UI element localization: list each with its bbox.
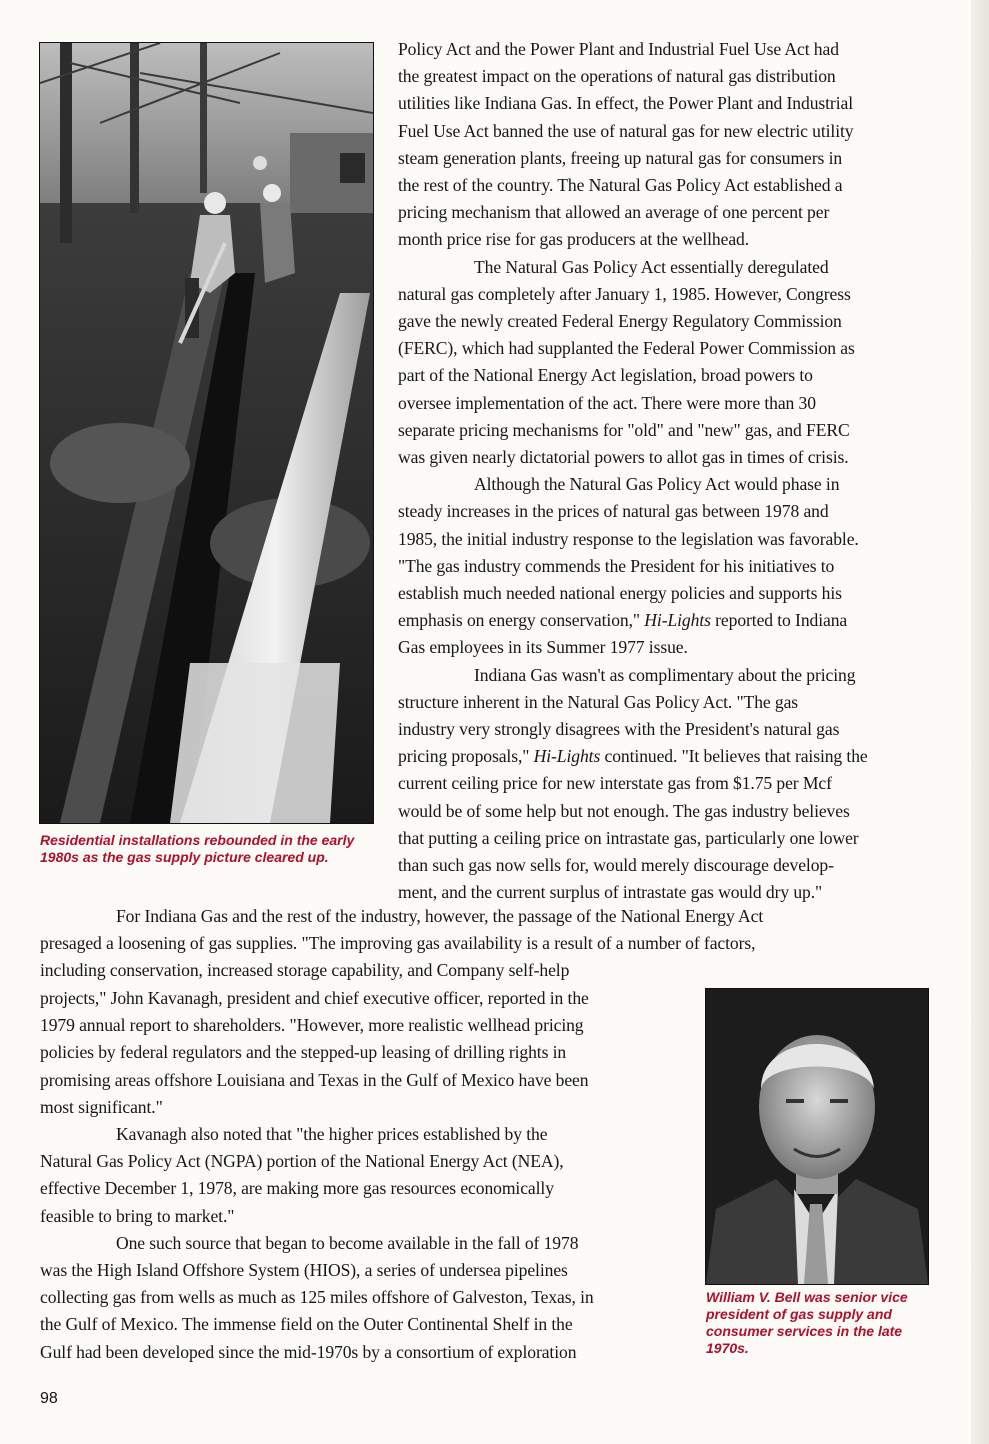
text-line: (FERC), which had supplanted the Federal Power Commission as	[398, 338, 855, 359]
body-text-full-width	[40, 903, 882, 985]
photo-caption-bell: William V. Bell was senior vice president of gas supply and consumer services in the late 1970s.	[706, 1289, 908, 1356]
text-line: that putting a ceiling price on intrastate gas, particularly one lower	[398, 827, 859, 848]
text-line: For Indiana Gas and the rest of the industry, however, the passage of the National Energy Act	[116, 906, 764, 926]
photo-caption-residential: Residential installations rebounded in the early 1980s as the gas supply picture cleared up.	[40, 832, 355, 865]
text-line: oversee implementation of the act. There were more than 30	[398, 392, 816, 413]
text-line: pricing mechanism that allowed an average of one percent per	[398, 202, 830, 223]
text-line: was the High Island Offshore System (HIOS), a series of undersea pipelines	[40, 1260, 568, 1281]
photo-portrait-william-bell	[705, 988, 929, 1285]
body-text-right-column	[398, 36, 943, 907]
publication-name: Hi-Lights	[644, 610, 711, 631]
text-line: steady increases in the prices of natural gas between 1978 and	[398, 501, 829, 522]
text-line: the rest of the country. The Natural Gas Policy Act established a	[398, 175, 843, 196]
text-line: collecting gas from wells as much as 125 miles offshore of Galveston, Texas, in	[40, 1287, 594, 1308]
text-line: natural gas completely after January 1, 1985. However, Congress	[398, 283, 851, 304]
text-line: steam generation plants, freeing up natural gas for consumers in	[398, 147, 843, 168]
text-line: the greatest impact on the operations of natural gas distribution	[398, 66, 836, 87]
text-line: Natural Gas Policy Act (NGPA) portion of the National Energy Act (NEA),	[40, 1151, 564, 1172]
text-line: Gas employees in its Summer 1977 issue.	[398, 637, 688, 658]
text-line: 1985, the initial industry response to the legislation was favorable.	[398, 528, 859, 549]
text-line: projects," John Kavanagh, president and chief executive officer, reported in the	[40, 988, 589, 1008]
text-line: "The gas industry commends the President for his initiatives to	[398, 555, 835, 576]
text-line: Fuel Use Act banned the use of natural gas for new electric utility	[398, 120, 854, 141]
text-line: Although the Natural Gas Policy Act would phase in	[474, 474, 840, 495]
text-line: ment, and the current surplus of intrastate gas would dry up."	[398, 882, 823, 903]
text-line: industry very strongly disagrees with the President's natural gas	[398, 719, 840, 740]
text-line: promising areas offshore Louisiana and Texas in the Gulf of Mexico have been	[40, 1069, 589, 1090]
text-line: Kavanagh also noted that "the higher prices established by the	[116, 1124, 548, 1145]
photo-residential-installation	[39, 42, 374, 824]
text-line: emphasis on energy conservation," Hi-Lights reported to Indiana	[398, 610, 848, 631]
text-line: feasible to bring to market."	[40, 1205, 235, 1226]
text-line: establish much needed national energy policies and supports his	[398, 583, 842, 604]
text-line: would be of some help but not enough. The gas industry believes	[398, 800, 850, 821]
text-line: 1979 annual report to shareholders. "However, more realistic wellhead pricing	[40, 1015, 584, 1036]
text-line: was given nearly dictatorial powers to allot gas in times of crisis.	[398, 447, 849, 468]
text-line: presaged a loosening of gas supplies. "The improving gas availability is a result of a number of factors,	[40, 933, 756, 954]
text-line: utilities like Indiana Gas. In effect, the Power Plant and Industrial	[398, 93, 853, 114]
text-line: effective December 1, 1978, are making more gas resources economically	[40, 1178, 554, 1199]
text-line: The Natural Gas Policy Act essentially deregulated	[474, 256, 829, 277]
text-line: separate pricing mechanisms for "old" and "new" gas, and FERC	[398, 419, 850, 440]
text-line: Gulf had been developed since the mid-1970s by a consortium of exploration	[40, 1341, 577, 1362]
text-line: part of the National Energy Act legislation, broad powers to	[398, 365, 813, 386]
body-text-left-column	[40, 985, 686, 1366]
text-line: structure inherent in the Natural Gas Policy Act. "The gas	[398, 691, 799, 712]
text-line: policies by federal regulators and the stepped-up leasing of drilling rights in	[40, 1042, 567, 1063]
trench-workers-image	[40, 43, 373, 823]
text-line: current ceiling price for new interstate gas from $1.75 per Mcf	[398, 773, 832, 794]
text-line: the Gulf of Mexico. The immense field on the Outer Continental Shelf in the	[40, 1314, 573, 1335]
text-line: One such source that began to become available in the fall of 1978	[116, 1232, 579, 1253]
text-line: than such gas now sells for, would merely discourage develop-	[398, 855, 834, 876]
page-edge-shadow	[971, 0, 989, 1444]
text-line: most significant."	[40, 1096, 163, 1117]
text-line: gave the newly created Federal Energy Regulatory Commission	[398, 311, 842, 332]
text-line: month price rise for gas producers at the wellhead.	[398, 229, 750, 250]
publication-name: Hi-Lights	[533, 746, 601, 767]
text-line: pricing proposals," Hi-Lights continued. "It believes that raising the	[398, 746, 868, 767]
text-line: Policy Act and the Power Plant and Industrial Fuel Use Act had	[398, 39, 839, 59]
page-number: 98	[40, 1390, 58, 1407]
text-line: including conservation, increased storage capability, and Company self-help	[40, 960, 570, 981]
portrait-image	[706, 989, 928, 1284]
text-line: Indiana Gas wasn't as complimentary about the pricing	[474, 664, 856, 685]
